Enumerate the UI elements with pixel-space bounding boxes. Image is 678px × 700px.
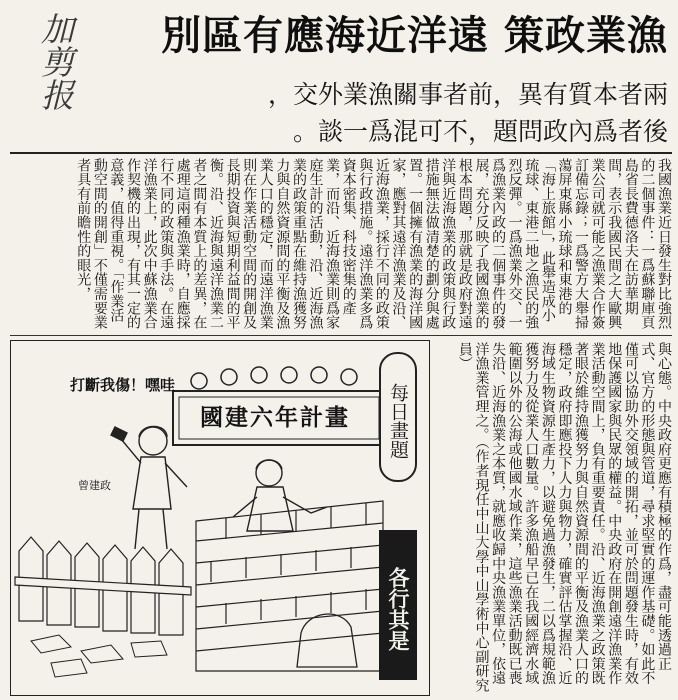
subheadline-2: 。談一爲混可不，題問政內爲者後: [292, 117, 668, 146]
subheadline-1: ，交外業漁關事者前，異有質本者兩: [267, 80, 668, 109]
cartoon-sign-text: 國建六年計畫: [200, 405, 350, 431]
figure-with-trowel: [233, 460, 327, 531]
rubble: [31, 635, 167, 677]
article-body-upper: 我國漁業近日發生對比強烈的二個事件：一爲蘇聯庫頁島省長費德洛夫在訪華期間，表示我國民間之大歐興業公司就可能之漁業合作簽訂備忘錄；一爲警方大舉掃蕩屏東縣小琉球和東港的「海上旅館」，此舉造成小琉球、東港二地之漁民的強烈反彈。一爲漁業外交、一爲漁業內政的二個事件的發展，充分反映了我國漁業的根本問題，那就是政府對遠洋與近海漁業的政策與行政措施無法做清楚的劃分與處置。一個擁有漁業的海洋國家，應對其遠洋漁業及沿、近海漁業，採行不同的政策與行政措施。遠洋漁業多爲資本密集、科技密集的產業，而沿、近海漁業則爲家庭生計的活動，沿、近海漁業的政策重點在維持漁獲努力與自然資源間的平衡及漁業人口的穩定，而遠洋漁業則在作業活動空間的開創及長期投資與短期利益間的平衡。沿、近海與遠洋漁業二者之間有本質上的差異，在處理這兩種漁業時，自應採行不同的政策與手法。在遠洋漁業上，此次中蘇漁業合作契機的出現，有其一定的意義，值得重視。「作業活動空間的開創」不僅需要業者具有前瞻性的眼光，: [75, 158, 672, 330]
headline: 別區有應海近洋遠 策政業漁: [161, 13, 668, 59]
cartoon-series-label: 每日畫題: [379, 352, 417, 482]
brick-wall: [196, 501, 383, 671]
column-rule: [10, 335, 672, 336]
cartoon-name-tag: 曾建政: [78, 479, 111, 492]
headline-rule: [10, 152, 672, 154]
picket-fence: [15, 537, 191, 635]
handwritten-note: 加剪报: [36, 12, 75, 111]
cartoon-speech: 打斷我傷！嘿哇: [70, 376, 176, 394]
article-body-lower: 與心態。中央政府更應有積極的作爲，盡可能透過正式、官方的形態與管道，尋求堅實的運作基礎。如此不僅可以協助外交領域的開拓，並可於問題發生時，有效地保護國家與民眾的權益。中央政府在開創遠洋漁業作業活動空間上，負有重要責任。沿、近海漁業之政策既著眼於維持漁獲努力與自然資源間的平衡及漁業人口的穩定，政府即應投下人力與物力，確實評估掌握沿、近海域生物資源生產力，以避免過漁發生，二以爲規範漁獲努力及從業人口數量。許多漁船早已在我國經濟水域範圍以外的公海或他國水域作業，這些漁業活動既已喪失沿、近海漁業之本質，就應收歸中央漁業單位，依遠洋漁業管理之。（作者現任中山大學中山學術中心副研究員）: [456, 342, 672, 693]
cartoon-title: 各行其是: [379, 530, 417, 680]
